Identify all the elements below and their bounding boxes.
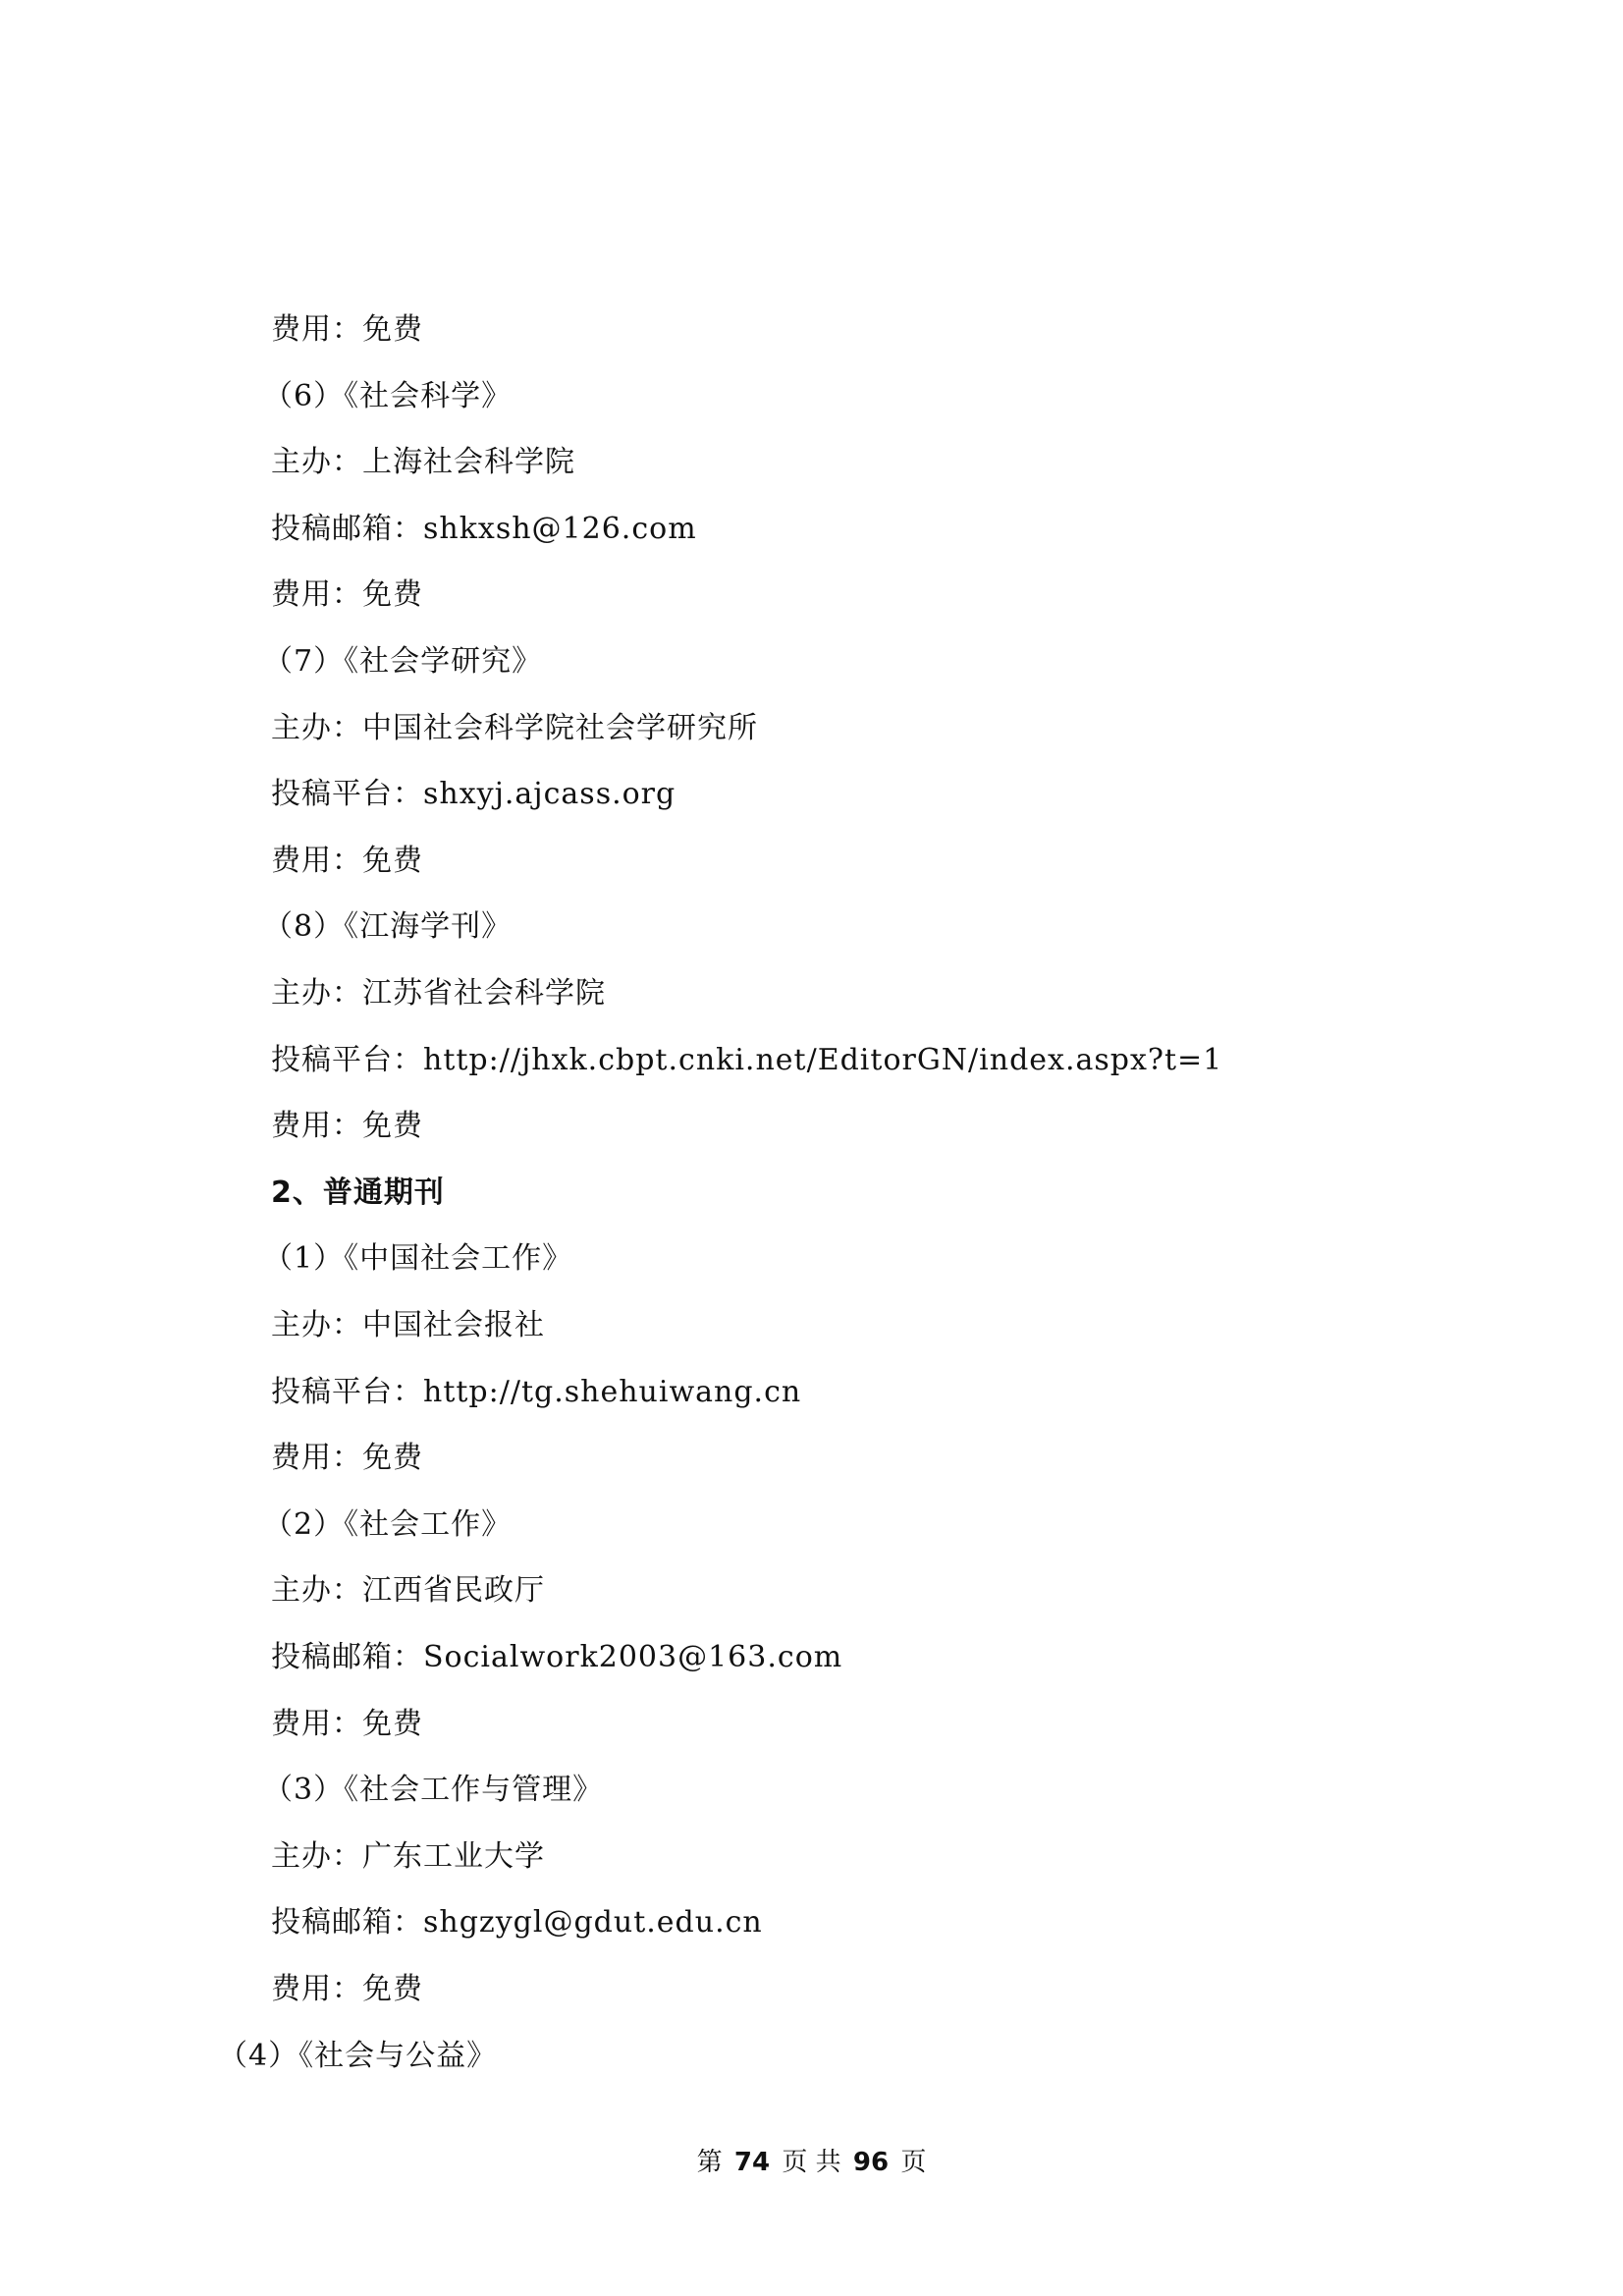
page-footer <box>0 2147 1623 2178</box>
text-line: 费用：免费 <box>271 1972 423 2006</box>
text-line: 费用：免费 <box>271 844 423 878</box>
text-line: 主办：中国社会报社 <box>271 1308 545 1342</box>
journal-title: （2）《社会工作》 <box>263 1507 513 1542</box>
text-line: 投稿邮箱：Socialwork2003@163.com <box>271 1640 843 1674</box>
footer-suffix: 页 <box>900 2148 927 2177</box>
text-line: 主办：江西省民政厅 <box>271 1573 545 1608</box>
section-heading: 2、普通期刊 <box>271 1175 445 1210</box>
footer-total-pages: 96 <box>852 2148 890 2177</box>
text-line: 费用：免费 <box>271 1707 423 1741</box>
text-line: 主办：上海社会科学院 <box>271 445 575 479</box>
footer-prefix: 第 <box>696 2148 723 2177</box>
journal-title: （3）《社会工作与管理》 <box>263 1773 604 1807</box>
text-line: 投稿平台：shxyj.ajcass.org <box>271 777 676 811</box>
footer-page-number: 74 <box>733 2148 771 2177</box>
text-line: 投稿平台：http://tg.shehuiwang.cn <box>271 1375 802 1409</box>
journal-title: （8）《江海学刊》 <box>263 909 513 944</box>
text-line: 费用：免费 <box>271 1109 423 1143</box>
text-line: 投稿平台：http://jhxk.cbpt.cnki.net/EditorGN/index.aspx?t=1 <box>271 1043 1223 1077</box>
text-line: 主办：广东工业大学 <box>271 1839 545 1874</box>
journal-title: （6）《社会科学》 <box>263 379 513 413</box>
text-line: 费用：免费 <box>271 577 423 612</box>
text-line: 投稿邮箱：shgzygl@gdut.edu.cn <box>271 1905 763 1940</box>
text-line: 投稿邮箱：shkxsh@126.com <box>271 512 697 546</box>
text-line: 主办：中国社会科学院社会学研究所 <box>271 711 758 745</box>
text-line: 费用：免费 <box>271 312 423 347</box>
journal-title: （7）《社会学研究》 <box>263 644 543 679</box>
journal-title: （1）《中国社会工作》 <box>263 1241 573 1276</box>
footer-middle: 页 共 <box>782 2148 841 2177</box>
journal-title: （4）《社会与公益》 <box>218 2039 498 2073</box>
text-line: 费用：免费 <box>271 1441 423 1475</box>
text-line: 主办：江苏省社会科学院 <box>271 976 606 1011</box>
